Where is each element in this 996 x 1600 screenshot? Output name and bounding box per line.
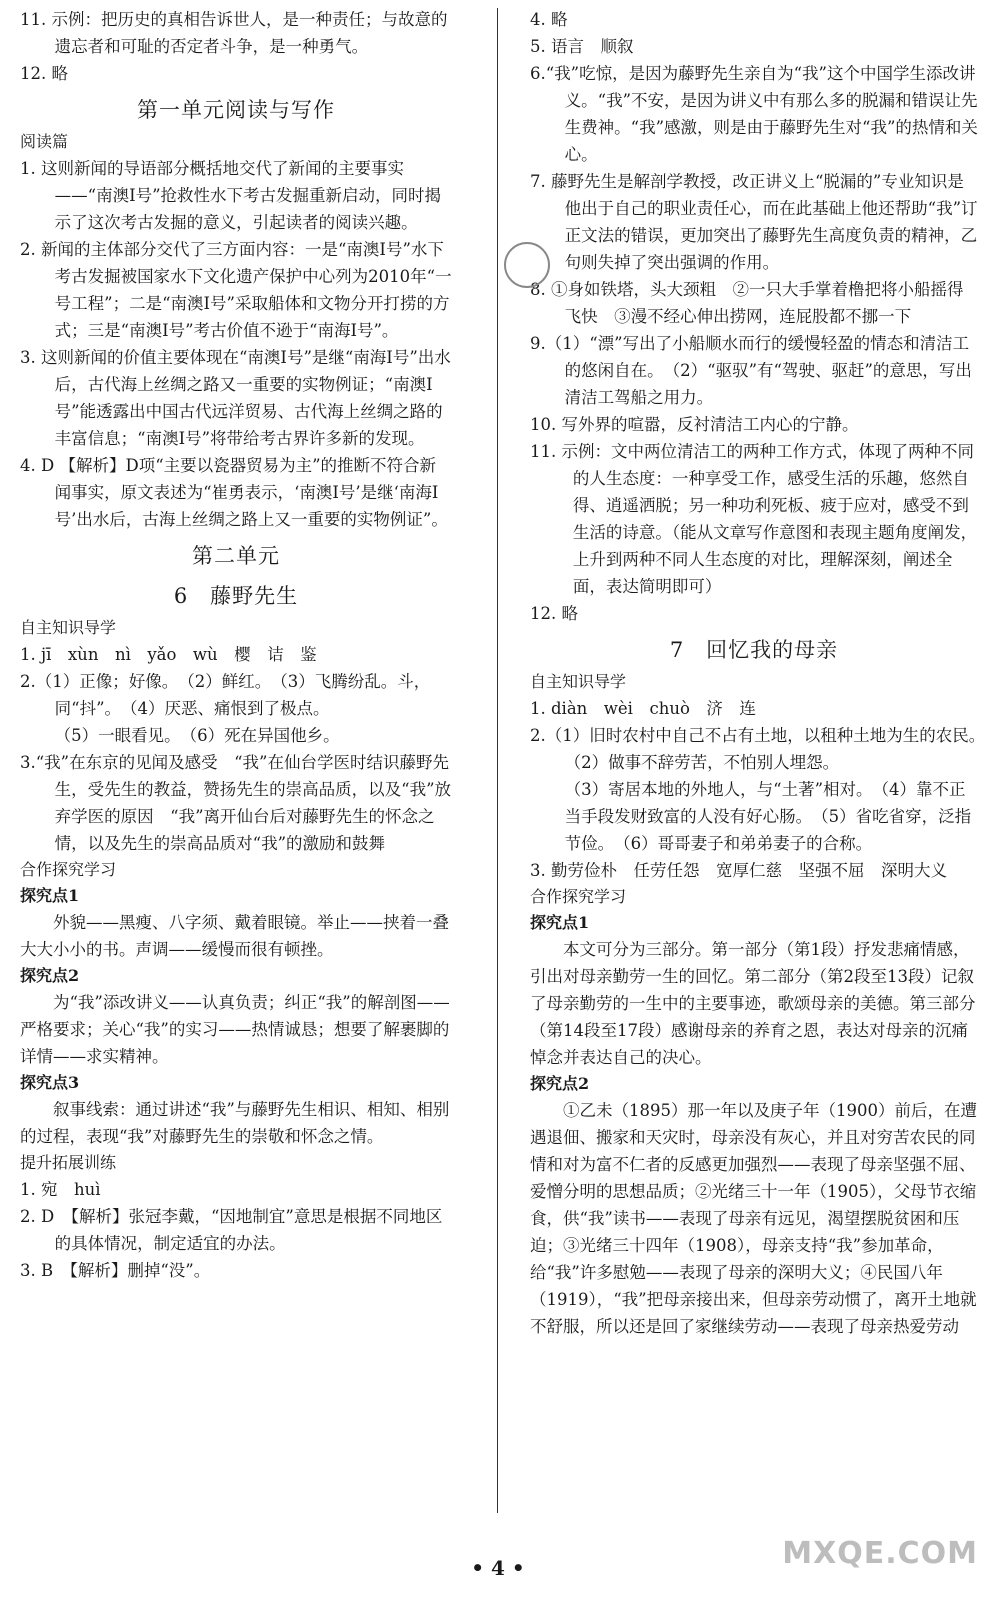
column-divider bbox=[497, 8, 498, 1513]
answer-item: 3.“我”在东京的见闻及感受 “我”在仙台学医时结识藤野先生，受先生的教益，赞扬先生的崇高品质，以及“我”放弃学医的原因 “我”离开仙台后对藤野先生的怀念之情，以及先生的崇高品质对“我”的激励和鼓舞 bbox=[20, 753, 452, 853]
answer-item: 1. diàn wèi chuò 济 连 bbox=[530, 699, 756, 718]
paragraph: （3）寄居本地的外地人，与“土著”相对。 （4）靠不正当手段发财致富的人没有好心肠。 （5）省吃省穿，泛指节俭。 （6）哥哥妻子和弟弟妻子的合称。 bbox=[564, 780, 972, 853]
heading: 7 回忆我的母亲 bbox=[669, 638, 839, 662]
paragraph: 外貌——黑瘦、八字须、戴着眼镜。举止——挟着一叠大大小小的书。声调——缓慢而很有顿挫。 bbox=[20, 913, 449, 959]
paragraph: （5）一眼看见。 （6）死在异国他乡。 bbox=[54, 726, 340, 745]
watermark-logo: MXQE.COM bbox=[782, 1536, 978, 1571]
answer-item: 10. 写外界的喧嚣，反衬清洁工内心的宁静。 bbox=[530, 415, 859, 434]
heading: 第二单元 bbox=[192, 544, 280, 568]
right-column bbox=[530, 6, 994, 1340]
heading: 6 藤野先生 bbox=[173, 584, 299, 608]
heading: 探究点2 bbox=[530, 1074, 590, 1093]
heading: 探究点2 bbox=[20, 966, 80, 985]
answer-item: 3. 勤劳俭朴 任劳任怨 宽厚仁慈 坚强不屈 深明大义 bbox=[530, 861, 947, 880]
heading: 自主知识导学 bbox=[530, 672, 627, 691]
heading: 探究点1 bbox=[530, 913, 590, 932]
page-number: • 4 • bbox=[471, 1556, 525, 1580]
answer-item: 3. B 【解析】删掉“没”。 bbox=[20, 1261, 211, 1280]
answer-item: 4. 略 bbox=[530, 10, 568, 29]
answer-item: 8. ①身如铁塔，头大颈粗 ②一只大手掌着橹把将小船摇得飞快 ③漫不经心伸出捞网，连屁股都不挪一下 bbox=[530, 280, 964, 326]
answer-item: 2.（1）正像；好像。 （2）鲜红。 （3）飞腾纷乱。斗，同“抖”。 （4）厌恶、痛恨到了极点。 bbox=[20, 672, 431, 718]
heading: 第一单元阅读与写作 bbox=[137, 98, 335, 122]
answer-item: 11. 示例：文中两位清洁工的两种工作方式，体现了两种不同的人生态度：一种享受工作，感受生活的乐趣，悠然自得、逍遥洒脱；另一种功利死板、疲于应对，感受不到生活的诗意。（能从文章写作意图和表现主题角度阐发，上升到两种不同人生态度的对比，理解深刻，阐述全面，表达简明即可） bbox=[530, 442, 978, 596]
heading: 探究点3 bbox=[20, 1073, 80, 1092]
answer-item: 1. jī xùn nì yǎo wù 樱 诘 鉴 bbox=[20, 645, 317, 664]
answer-item: 12. 略 bbox=[20, 64, 68, 83]
answer-item: 9.（1）“漂”写出了小船顺水而行的缓慢轻盈的情态和清洁工的悠闲自在。 （2）“驱驭”有“驾驶、驱赶”的意思，写出清洁工驾船之用力。 bbox=[530, 334, 972, 407]
answer-item: 2.（1）旧时农村中自己不占有土地，以租种土地为生的农民。 （2）做事不辞劳苦，不怕别人埋怨。 bbox=[530, 726, 994, 772]
answer-item: 4. D 【解析】D项“主要以瓷器贸易为主”的推断不符合新闻事实，原文表述为“崔勇表示，‘南澳Ⅰ号’是继‘南海Ⅰ号’出水后，古海上丝绸之路上又一重要的实物例证”。 bbox=[20, 456, 448, 529]
paragraph: 叙事线索：通过讲述“我”与藤野先生相识、相知、相别的过程，表现“我”对藤野先生的崇敬和怀念之情。 bbox=[20, 1100, 450, 1146]
answer-item: 2. D 【解析】张冠李戴，“因地制宜”意思是根据不同地区的具体情况，制定适宜的办法。 bbox=[20, 1207, 443, 1253]
heading: 合作探究学习 bbox=[20, 860, 117, 879]
paragraph: ①乙未（1895）那一年以及庚子年（1900）前后，在遭遇退佃、搬家和天灾时，母亲没有灰心，并且对穷苦农民的同情和对为富不仁者的反感更加强烈——表现了母亲坚强不屈、爱憎分明的思想品质；②光绪三十一年（1905），父母节衣缩食，供“我”读书——表现了母亲有远见，渴望摆脱贫困和压迫；③光绪三十四年（1908），母亲支持“我”参加革命，给“我”许多慰勉——表现了母亲的深明大义；④民国八年（1919），“我”把母亲接出来，但母亲劳动惯了，离开土地就不舒服，所以还是回了家继续劳动——表现了母亲热爱劳动 bbox=[530, 1101, 977, 1336]
heading: 合作探究学习 bbox=[530, 887, 627, 906]
stamp-seal bbox=[504, 242, 550, 288]
answer-item: 12. 略 bbox=[530, 604, 578, 623]
heading: 自主知识导学 bbox=[20, 618, 117, 637]
answer-item: 1. 宛 huì bbox=[20, 1180, 101, 1199]
heading: 阅读篇 bbox=[20, 132, 69, 151]
left-column bbox=[20, 6, 452, 1284]
answer-item: 11. 示例：把历史的真相告诉世人，是一种责任；与故意的遗忘者和可耻的否定者斗争，是一种勇气。 bbox=[20, 10, 448, 56]
answer-item: 6.“我”吃惊，是因为藤野先生亲自为“我”这个中国学生添改讲义。“我”不安，是因为讲义中有那么多的脱漏和错误让先生费神。“我”感激，则是由于藤野先生对“我”的热情和关心。 bbox=[530, 64, 978, 164]
heading: 提升拓展训练 bbox=[20, 1153, 117, 1172]
heading: 探究点1 bbox=[20, 886, 80, 905]
paragraph: 本文可分为三部分。第一部分（第1段）抒发悲痛情感，引出对母亲勤劳一生的回忆。第二部分（第2段至13段）记叙了母亲勤劳的一生中的主要事迹，歌颂母亲的美德。第三部分（第14段至17段）感谢母亲的养育之恩，表达对母亲的沉痛悼念并表达自己的决心。 bbox=[530, 940, 976, 1067]
answer-item: 7. 藤野先生是解剖学教授，改正讲义上“脱漏的”专业知识是他出于自己的职业责任心，而在此基础上他还帮助“我”订正文法的错误，更加突出了藤野先生高度负责的精神，乙句则失掉了突出强调的作用。 bbox=[530, 172, 978, 272]
answer-item: 2. 新闻的主体部分交代了三方面内容：一是“南澳Ⅰ号”水下考古发掘被国家水下文化遗产保护中心列为2010年“一号工程”；二是“南澳Ⅰ号”采取船体和文物分开打捞的方式；三是“南澳Ⅰ号”考古价值不逊于“南海Ⅰ号”。 bbox=[20, 240, 452, 340]
paragraph: 为“我”添改讲义——认真负责；纠正“我”的解剖图——严格要求；关心“我”的实习——热情诚恳；想要了解裹脚的详情——求实精神。 bbox=[20, 993, 450, 1066]
answer-item: 5. 语言 顺叙 bbox=[530, 37, 634, 56]
answer-item: 1. 这则新闻的导语部分概括地交代了新闻的主要事实——“南澳Ⅰ号”抢救性水下考古发掘重新启动，同时揭示了这次考古发掘的意义，引起读者的阅读兴趣。 bbox=[20, 159, 442, 232]
answer-item: 3. 这则新闻的价值主要体现在“南澳Ⅰ号”是继“南海Ⅰ号”出水后，古代海上丝绸之路又一重要的实物例证；“南澳Ⅰ号”能透露出中国古代远洋贸易、古代海上丝绸之路的丰富信息；“南澳Ⅰ号”将带给考古界许多新的发现。 bbox=[20, 348, 451, 448]
